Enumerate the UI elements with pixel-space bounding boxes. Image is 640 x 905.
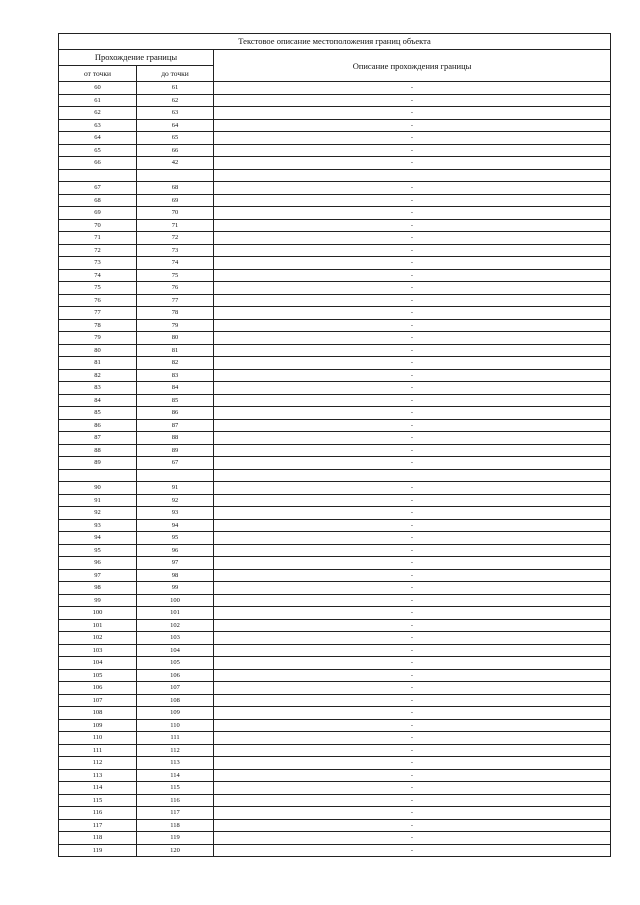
from-point-cell: 108: [59, 707, 137, 720]
from-point-cell: 72: [59, 244, 137, 257]
from-point-cell: 112: [59, 757, 137, 770]
from-point-cell: 117: [59, 819, 137, 832]
to-point-cell: 116: [137, 794, 214, 807]
table-row: [59, 332, 611, 345]
description-cell: -: [214, 119, 611, 132]
from-point-cell: 79: [59, 332, 137, 345]
to-point-cell: 68: [137, 182, 214, 195]
description-cell: -: [214, 294, 611, 307]
to-point-cell: 96: [137, 544, 214, 557]
table-row: [59, 132, 611, 145]
from-point-cell: [59, 169, 137, 182]
to-point-cell: 88: [137, 432, 214, 445]
to-point-cell: 115: [137, 782, 214, 795]
from-point-cell: 86: [59, 419, 137, 432]
description-cell: -: [214, 194, 611, 207]
table-row: [59, 294, 611, 307]
table-row: [59, 119, 611, 132]
description-column-header: Описание прохождения границы: [214, 50, 611, 82]
description-cell: -: [214, 457, 611, 470]
description-cell: -: [214, 594, 611, 607]
from-point-cell: 85: [59, 407, 137, 420]
table-row: [59, 544, 611, 557]
description-cell: -: [214, 532, 611, 545]
to-point-cell: 117: [137, 807, 214, 820]
table-row: [59, 369, 611, 382]
description-cell: -: [214, 719, 611, 732]
description-cell: -: [214, 182, 611, 195]
description-cell: -: [214, 644, 611, 657]
table-row: [59, 144, 611, 157]
to-point-cell: 82: [137, 357, 214, 370]
table-row: [59, 782, 611, 795]
description-cell: -: [214, 769, 611, 782]
from-point-cell: 98: [59, 582, 137, 595]
description-cell: -: [214, 419, 611, 432]
from-point-cell: 101: [59, 619, 137, 632]
boundary-passage-header: Прохождение границы: [59, 50, 214, 66]
table-row: [59, 832, 611, 845]
from-point-cell: 87: [59, 432, 137, 445]
from-point-cell: 60: [59, 82, 137, 95]
table-row: [59, 282, 611, 295]
to-point-cell: 97: [137, 557, 214, 570]
to-point-cell: 81: [137, 344, 214, 357]
description-cell: -: [214, 157, 611, 170]
to-point-column-header: до точки: [137, 66, 214, 82]
from-point-cell: 91: [59, 494, 137, 507]
to-point-cell: 64: [137, 119, 214, 132]
description-cell: -: [214, 207, 611, 220]
table-row: [59, 382, 611, 395]
from-point-cell: 66: [59, 157, 137, 170]
table-row: [59, 494, 611, 507]
from-point-cell: 96: [59, 557, 137, 570]
to-point-cell: 76: [137, 282, 214, 295]
from-point-cell: 64: [59, 132, 137, 145]
to-point-cell: 62: [137, 94, 214, 107]
description-cell: -: [214, 219, 611, 232]
from-point-cell: 106: [59, 682, 137, 695]
table-row: [59, 194, 611, 207]
table-row: [59, 319, 611, 332]
description-cell: -: [214, 732, 611, 745]
table-row: [59, 457, 611, 470]
description-cell: -: [214, 782, 611, 795]
table-row: [59, 394, 611, 407]
table-row: [59, 432, 611, 445]
description-cell: -: [214, 694, 611, 707]
table-title: Текстовое описание местоположения границ объекта: [59, 34, 611, 50]
table-row: [59, 769, 611, 782]
to-point-cell: 92: [137, 494, 214, 507]
to-point-cell: 106: [137, 669, 214, 682]
table-row: [59, 744, 611, 757]
description-cell: -: [214, 444, 611, 457]
from-point-cell: 67: [59, 182, 137, 195]
from-point-cell: 105: [59, 669, 137, 682]
to-point-cell: 112: [137, 744, 214, 757]
table-row: [59, 582, 611, 595]
to-point-cell: 102: [137, 619, 214, 632]
boundary-description-table: [58, 33, 611, 857]
from-point-cell: 69: [59, 207, 137, 220]
to-point-cell: 71: [137, 219, 214, 232]
to-point-cell: [137, 169, 214, 182]
from-point-cell: 102: [59, 632, 137, 645]
description-cell: -: [214, 569, 611, 582]
from-point-cell: 76: [59, 294, 137, 307]
description-cell: -: [214, 232, 611, 245]
table-row: [59, 507, 611, 520]
to-point-cell: 70: [137, 207, 214, 220]
from-point-cell: 115: [59, 794, 137, 807]
to-point-cell: 114: [137, 769, 214, 782]
table-row: [59, 269, 611, 282]
table-row: [59, 307, 611, 320]
description-cell: -: [214, 132, 611, 145]
from-point-cell: 88: [59, 444, 137, 457]
table-row: [59, 819, 611, 832]
from-point-cell: 97: [59, 569, 137, 582]
table-row: [59, 607, 611, 620]
from-point-cell: 107: [59, 694, 137, 707]
description-cell: -: [214, 744, 611, 757]
table-row: [59, 444, 611, 457]
from-point-cell: 113: [59, 769, 137, 782]
from-point-cell: 99: [59, 594, 137, 607]
table-row: [59, 82, 611, 95]
to-point-cell: 85: [137, 394, 214, 407]
table-row: [59, 107, 611, 120]
to-point-cell: 42: [137, 157, 214, 170]
table-body: [59, 82, 611, 857]
description-cell: -: [214, 657, 611, 670]
table-row: [59, 569, 611, 582]
to-point-cell: 120: [137, 844, 214, 857]
table-row: [59, 419, 611, 432]
description-cell: -: [214, 482, 611, 495]
description-cell: -: [214, 82, 611, 95]
from-point-cell: 111: [59, 744, 137, 757]
description-cell: -: [214, 269, 611, 282]
table-row: [59, 844, 611, 857]
from-point-cell: 92: [59, 507, 137, 520]
to-point-cell: 103: [137, 632, 214, 645]
to-point-cell: 74: [137, 257, 214, 270]
from-point-cell: 118: [59, 832, 137, 845]
to-point-cell: 104: [137, 644, 214, 657]
description-cell: -: [214, 519, 611, 532]
from-point-column-header: от точки: [59, 66, 137, 82]
from-point-cell: 103: [59, 644, 137, 657]
to-point-cell: 110: [137, 719, 214, 732]
table-row: [59, 644, 611, 657]
to-point-cell: 61: [137, 82, 214, 95]
from-point-cell: 71: [59, 232, 137, 245]
description-cell: [214, 169, 611, 182]
table-row: [59, 257, 611, 270]
to-point-cell: 87: [137, 419, 214, 432]
to-point-cell: 83: [137, 369, 214, 382]
table-row: [59, 657, 611, 670]
from-point-cell: 77: [59, 307, 137, 320]
description-cell: -: [214, 557, 611, 570]
description-cell: -: [214, 382, 611, 395]
description-cell: -: [214, 282, 611, 295]
to-point-cell: 107: [137, 682, 214, 695]
from-point-cell: 80: [59, 344, 137, 357]
description-cell: -: [214, 607, 611, 620]
to-point-cell: 93: [137, 507, 214, 520]
from-point-cell: 61: [59, 94, 137, 107]
from-point-cell: 90: [59, 482, 137, 495]
description-cell: -: [214, 94, 611, 107]
table-row: [59, 532, 611, 545]
from-point-cell: 63: [59, 119, 137, 132]
description-cell: -: [214, 619, 611, 632]
from-point-cell: 110: [59, 732, 137, 745]
description-cell: -: [214, 144, 611, 157]
table-row: [59, 757, 611, 770]
to-point-cell: 89: [137, 444, 214, 457]
from-point-cell: 100: [59, 607, 137, 620]
from-point-cell: 65: [59, 144, 137, 157]
to-point-cell: 73: [137, 244, 214, 257]
from-point-cell: 73: [59, 257, 137, 270]
to-point-cell: 98: [137, 569, 214, 582]
from-point-cell: 116: [59, 807, 137, 820]
to-point-cell: 79: [137, 319, 214, 332]
description-cell: -: [214, 844, 611, 857]
description-cell: -: [214, 544, 611, 557]
to-point-cell: 67: [137, 457, 214, 470]
description-cell: -: [214, 632, 611, 645]
from-point-cell: 89: [59, 457, 137, 470]
description-cell: -: [214, 669, 611, 682]
from-point-cell: 104: [59, 657, 137, 670]
description-cell: -: [214, 757, 611, 770]
from-point-cell: 93: [59, 519, 137, 532]
description-cell: -: [214, 107, 611, 120]
description-cell: -: [214, 807, 611, 820]
from-point-cell: 119: [59, 844, 137, 857]
to-point-cell: 94: [137, 519, 214, 532]
table-row: [59, 719, 611, 732]
from-point-cell: 84: [59, 394, 137, 407]
to-point-cell: 86: [137, 407, 214, 420]
table-row: [59, 694, 611, 707]
table-row: [59, 519, 611, 532]
table-row: [59, 594, 611, 607]
description-cell: -: [214, 682, 611, 695]
description-cell: -: [214, 307, 611, 320]
table-row: [59, 682, 611, 695]
description-cell: -: [214, 582, 611, 595]
to-point-cell: 75: [137, 269, 214, 282]
from-point-cell: 68: [59, 194, 137, 207]
table-row: [59, 469, 611, 482]
to-point-cell: 80: [137, 332, 214, 345]
from-point-cell: 83: [59, 382, 137, 395]
to-point-cell: 69: [137, 194, 214, 207]
description-cell: -: [214, 494, 611, 507]
from-point-cell: 95: [59, 544, 137, 557]
to-point-cell: 78: [137, 307, 214, 320]
to-point-cell: 66: [137, 144, 214, 157]
description-cell: -: [214, 357, 611, 370]
description-cell: -: [214, 369, 611, 382]
description-cell: [214, 469, 611, 482]
table-row: [59, 182, 611, 195]
to-point-cell: 113: [137, 757, 214, 770]
to-point-cell: 105: [137, 657, 214, 670]
description-cell: -: [214, 832, 611, 845]
description-cell: -: [214, 432, 611, 445]
description-cell: -: [214, 794, 611, 807]
description-cell: -: [214, 394, 611, 407]
to-point-cell: [137, 469, 214, 482]
to-point-cell: 72: [137, 232, 214, 245]
description-cell: -: [214, 332, 611, 345]
description-cell: -: [214, 407, 611, 420]
to-point-cell: 111: [137, 732, 214, 745]
table-row: [59, 207, 611, 220]
description-cell: -: [214, 507, 611, 520]
table-row: [59, 219, 611, 232]
to-point-cell: 63: [137, 107, 214, 120]
table-row: [59, 94, 611, 107]
table-row: [59, 344, 611, 357]
table-row: [59, 619, 611, 632]
description-cell: -: [214, 257, 611, 270]
table-row: [59, 169, 611, 182]
table-row: [59, 232, 611, 245]
to-point-cell: 101: [137, 607, 214, 620]
to-point-cell: 118: [137, 819, 214, 832]
from-point-cell: 70: [59, 219, 137, 232]
table-row: [59, 807, 611, 820]
table-row: [59, 357, 611, 370]
from-point-cell: 74: [59, 269, 137, 282]
from-point-cell: 114: [59, 782, 137, 795]
to-point-cell: 119: [137, 832, 214, 845]
description-cell: -: [214, 244, 611, 257]
table-row: [59, 707, 611, 720]
to-point-cell: 100: [137, 594, 214, 607]
from-point-cell: 109: [59, 719, 137, 732]
table-row: [59, 632, 611, 645]
table-row: [59, 732, 611, 745]
table-row: [59, 157, 611, 170]
from-point-cell: 94: [59, 532, 137, 545]
table-row: [59, 407, 611, 420]
from-point-cell: 82: [59, 369, 137, 382]
to-point-cell: 84: [137, 382, 214, 395]
to-point-cell: 77: [137, 294, 214, 307]
to-point-cell: 91: [137, 482, 214, 495]
to-point-cell: 108: [137, 694, 214, 707]
table-row: [59, 482, 611, 495]
table-row: [59, 794, 611, 807]
to-point-cell: 109: [137, 707, 214, 720]
from-point-cell: 62: [59, 107, 137, 120]
to-point-cell: 99: [137, 582, 214, 595]
table-row: [59, 557, 611, 570]
description-cell: -: [214, 707, 611, 720]
from-point-cell: 81: [59, 357, 137, 370]
from-point-cell: 75: [59, 282, 137, 295]
to-point-cell: 65: [137, 132, 214, 145]
description-cell: -: [214, 819, 611, 832]
description-cell: -: [214, 344, 611, 357]
from-point-cell: [59, 469, 137, 482]
table-row: [59, 244, 611, 257]
to-point-cell: 95: [137, 532, 214, 545]
description-cell: -: [214, 319, 611, 332]
from-point-cell: 78: [59, 319, 137, 332]
table-row: [59, 669, 611, 682]
